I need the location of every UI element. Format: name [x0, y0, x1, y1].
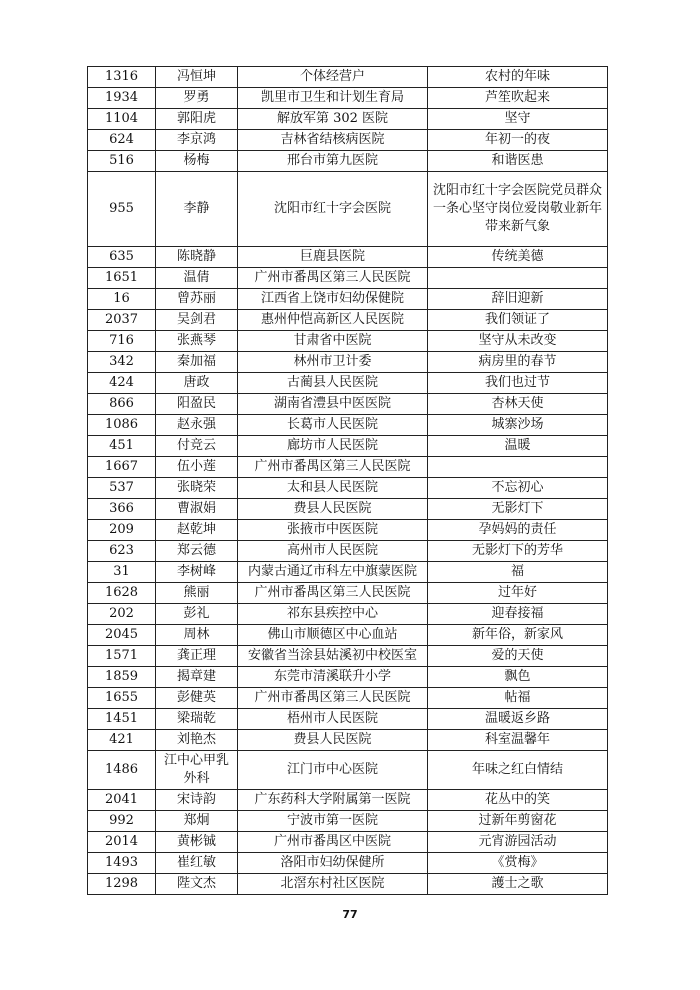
table-row	[88, 268, 608, 289]
cell-name: 郭阳虎	[156, 109, 238, 130]
table-row	[88, 688, 608, 709]
cell-title: 護士之歌	[428, 874, 608, 895]
cell-id: 342	[88, 352, 156, 373]
cell-name: 吴剑君	[156, 310, 238, 331]
table-row	[88, 67, 608, 88]
cell-org: 广州市番禺区第三人民医院	[238, 268, 428, 289]
cell-id: 1655	[88, 688, 156, 709]
cell-id: 516	[88, 151, 156, 172]
cell-title: 爱的天使	[428, 646, 608, 667]
cell-name: 赵乾坤	[156, 520, 238, 541]
entries-table-body	[88, 67, 608, 895]
cell-title: 我们领证了	[428, 310, 608, 331]
cell-org: 江门市中心医院	[238, 751, 428, 790]
cell-org: 梧州市人民医院	[238, 709, 428, 730]
cell-name: 赵永强	[156, 415, 238, 436]
cell-name: 杨梅	[156, 151, 238, 172]
cell-name: 江中心甲乳外科	[156, 751, 238, 790]
cell-name: 崔红敏	[156, 853, 238, 874]
cell-name: 冯恒坤	[156, 67, 238, 88]
cell-id: 2045	[88, 625, 156, 646]
table-row	[88, 541, 608, 562]
table-row	[88, 130, 608, 151]
table-row	[88, 853, 608, 874]
cell-id: 202	[88, 604, 156, 625]
table-row	[88, 709, 608, 730]
cell-org: 佛山市顺德区中心血站	[238, 625, 428, 646]
cell-org: 广州市番禺区第三人民医院	[238, 583, 428, 604]
cell-title: 病房里的春节	[428, 352, 608, 373]
cell-title: 《赏梅》	[428, 853, 608, 874]
cell-org: 沈阳市红十字会医院	[238, 172, 428, 247]
table-row	[88, 394, 608, 415]
cell-title: 不忘初心	[428, 478, 608, 499]
table-row	[88, 520, 608, 541]
cell-org: 邢台市第九医院	[238, 151, 428, 172]
cell-name: 曹淑娟	[156, 499, 238, 520]
cell-org: 洛阳市妇幼保健所	[238, 853, 428, 874]
cell-org: 内蒙古通辽市科左中旗蒙医院	[238, 562, 428, 583]
cell-org: 北滘东村社区医院	[238, 874, 428, 895]
cell-id: 31	[88, 562, 156, 583]
table-row	[88, 478, 608, 499]
cell-title: 科室温馨年	[428, 730, 608, 751]
cell-id: 1859	[88, 667, 156, 688]
cell-id: 1571	[88, 646, 156, 667]
cell-id: 992	[88, 811, 156, 832]
cell-title: 芦笙吹起来	[428, 88, 608, 109]
cell-id: 624	[88, 130, 156, 151]
table-row	[88, 874, 608, 895]
cell-id: 537	[88, 478, 156, 499]
cell-org: 长葛市人民医院	[238, 415, 428, 436]
cell-id: 955	[88, 172, 156, 247]
cell-org: 太和县人民医院	[238, 478, 428, 499]
page-number: 77	[342, 908, 358, 921]
cell-id: 1451	[88, 709, 156, 730]
cell-title: 我们也过节	[428, 373, 608, 394]
cell-id: 366	[88, 499, 156, 520]
cell-id: 2037	[88, 310, 156, 331]
cell-org: 费县人民医院	[238, 499, 428, 520]
cell-name: 熊丽	[156, 583, 238, 604]
cell-title: 元宵游园活动	[428, 832, 608, 853]
cell-org: 湖南省澧县中医医院	[238, 394, 428, 415]
cell-title: 农村的年味	[428, 67, 608, 88]
cell-name: 温倩	[156, 268, 238, 289]
cell-name: 郑云德	[156, 541, 238, 562]
cell-name: 付竞云	[156, 436, 238, 457]
cell-id: 1667	[88, 457, 156, 478]
cell-name: 周林	[156, 625, 238, 646]
cell-org: 广州市番禺区中医院	[238, 832, 428, 853]
cell-id: 2014	[88, 832, 156, 853]
cell-title: 飘色	[428, 667, 608, 688]
cell-name: 彭礼	[156, 604, 238, 625]
cell-title: 温暖返乡路	[428, 709, 608, 730]
cell-name: 揭章建	[156, 667, 238, 688]
table-row	[88, 667, 608, 688]
cell-id: 1493	[88, 853, 156, 874]
cell-name: 黄彬铖	[156, 832, 238, 853]
cell-name: 龚正理	[156, 646, 238, 667]
cell-name: 郑炯	[156, 811, 238, 832]
cell-name: 陛文杰	[156, 874, 238, 895]
cell-id: 635	[88, 247, 156, 268]
cell-title: 坚守从未改变	[428, 331, 608, 352]
cell-org: 张掖市中医医院	[238, 520, 428, 541]
cell-title: 新年俗，新家风	[428, 625, 608, 646]
table-row	[88, 373, 608, 394]
cell-name: 梁瑞乾	[156, 709, 238, 730]
cell-org: 林州市卫计委	[238, 352, 428, 373]
table-row	[88, 109, 608, 130]
cell-org: 祁东县疾控中心	[238, 604, 428, 625]
cell-name: 伍小莲	[156, 457, 238, 478]
cell-org: 凯里市卫生和计划生育局	[238, 88, 428, 109]
table-row	[88, 625, 608, 646]
cell-title: 年初一的夜	[428, 130, 608, 151]
cell-title: 沈阳市红十字会医院党员群众一条心坚守岗位爱岗敬业新年带来新气象	[428, 172, 608, 247]
table-row	[88, 172, 608, 247]
cell-org: 江西省上饶市妇幼保健院	[238, 289, 428, 310]
cell-org: 古蔺县人民医院	[238, 373, 428, 394]
cell-id: 421	[88, 730, 156, 751]
cell-title: 传统美德	[428, 247, 608, 268]
cell-id: 209	[88, 520, 156, 541]
cell-org: 宁波市第一医院	[238, 811, 428, 832]
cell-name: 刘艳杰	[156, 730, 238, 751]
cell-id: 1651	[88, 268, 156, 289]
table-row	[88, 88, 608, 109]
cell-title: 坚守	[428, 109, 608, 130]
cell-name: 宋诗韵	[156, 790, 238, 811]
cell-org: 吉林省结核病医院	[238, 130, 428, 151]
table-row	[88, 583, 608, 604]
cell-id: 1298	[88, 874, 156, 895]
table-row	[88, 310, 608, 331]
table-row	[88, 832, 608, 853]
cell-title: 过年好	[428, 583, 608, 604]
cell-org: 费县人民医院	[238, 730, 428, 751]
cell-id: 2041	[88, 790, 156, 811]
cell-title	[428, 268, 608, 289]
cell-title: 无影灯下	[428, 499, 608, 520]
cell-title: 辞旧迎新	[428, 289, 608, 310]
cell-id: 451	[88, 436, 156, 457]
table-row	[88, 646, 608, 667]
cell-title: 福	[428, 562, 608, 583]
cell-id: 1934	[88, 88, 156, 109]
cell-id: 1086	[88, 415, 156, 436]
cell-title: 无影灯下的芳华	[428, 541, 608, 562]
cell-id: 1486	[88, 751, 156, 790]
cell-org: 东莞市清溪联升小学	[238, 667, 428, 688]
cell-org: 广州市番禺区第三人民医院	[238, 688, 428, 709]
cell-title: 帖福	[428, 688, 608, 709]
cell-title	[428, 457, 608, 478]
table-row	[88, 331, 608, 352]
table-row	[88, 730, 608, 751]
table-row	[88, 247, 608, 268]
cell-id: 866	[88, 394, 156, 415]
cell-name: 李京鸿	[156, 130, 238, 151]
table-row	[88, 457, 608, 478]
table-row	[88, 289, 608, 310]
cell-name: 阳盈民	[156, 394, 238, 415]
cell-org: 甘肃省中医院	[238, 331, 428, 352]
table-row	[88, 811, 608, 832]
table-row	[88, 562, 608, 583]
cell-id: 623	[88, 541, 156, 562]
cell-org: 高州市人民医院	[238, 541, 428, 562]
table-row	[88, 604, 608, 625]
cell-name: 李树峰	[156, 562, 238, 583]
cell-name: 张晓荣	[156, 478, 238, 499]
cell-org: 惠州仲恺高新区人民医院	[238, 310, 428, 331]
cell-title: 孕妈妈的责任	[428, 520, 608, 541]
table-row	[88, 352, 608, 373]
cell-title: 和谐医患	[428, 151, 608, 172]
cell-title: 迎春接福	[428, 604, 608, 625]
cell-org: 解放军第 302 医院	[238, 109, 428, 130]
cell-name: 张燕琴	[156, 331, 238, 352]
table-row	[88, 151, 608, 172]
cell-name: 陈晓静	[156, 247, 238, 268]
cell-title: 城寨沙场	[428, 415, 608, 436]
cell-name: 秦加福	[156, 352, 238, 373]
cell-org: 安徽省当涂县姑溪初中校医室	[238, 646, 428, 667]
cell-name: 罗勇	[156, 88, 238, 109]
cell-org: 广州市番禺区第三人民医院	[238, 457, 428, 478]
cell-title: 温暖	[428, 436, 608, 457]
cell-org: 廊坊市人民医院	[238, 436, 428, 457]
entries-table	[87, 66, 608, 895]
cell-id: 16	[88, 289, 156, 310]
cell-title: 过新年剪窗花	[428, 811, 608, 832]
cell-org: 广东药科大学附属第一医院	[238, 790, 428, 811]
cell-name: 彭健英	[156, 688, 238, 709]
cell-id: 1316	[88, 67, 156, 88]
cell-org: 巨鹿县医院	[238, 247, 428, 268]
table-row	[88, 499, 608, 520]
cell-id: 424	[88, 373, 156, 394]
table-row	[88, 436, 608, 457]
cell-name: 曾苏丽	[156, 289, 238, 310]
cell-id: 1104	[88, 109, 156, 130]
cell-name: 唐政	[156, 373, 238, 394]
cell-title: 杏林天使	[428, 394, 608, 415]
cell-org: 个体经营户	[238, 67, 428, 88]
cell-name: 李静	[156, 172, 238, 247]
table-row	[88, 790, 608, 811]
table-row	[88, 415, 608, 436]
cell-id: 1628	[88, 583, 156, 604]
cell-title: 年味之红白情结	[428, 751, 608, 790]
cell-title: 花丛中的笑	[428, 790, 608, 811]
table-row	[88, 751, 608, 790]
cell-id: 716	[88, 331, 156, 352]
